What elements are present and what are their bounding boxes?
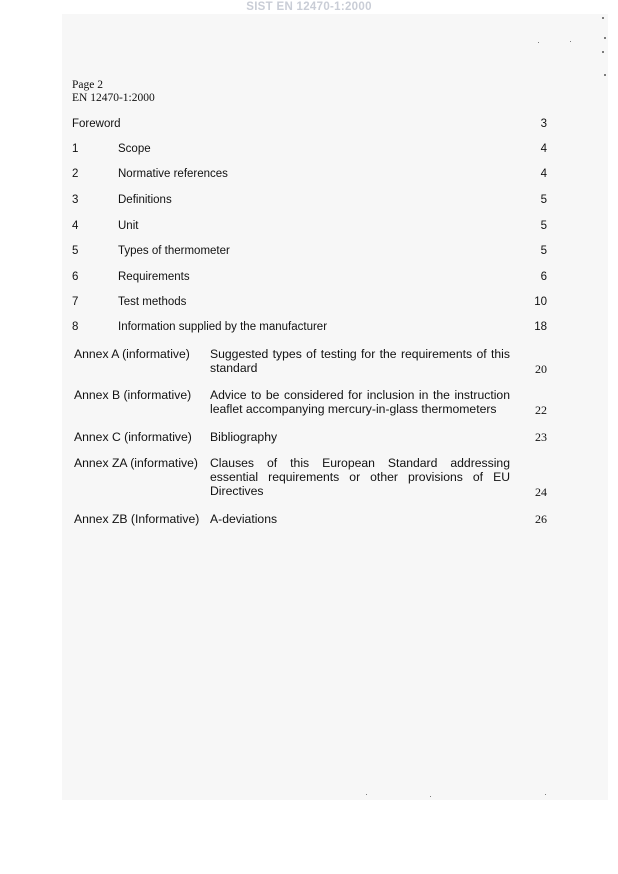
toc-entry-number: 3 <box>72 194 79 206</box>
toc-entry-title: Information supplied by the manufacturer <box>118 321 328 333</box>
annex-label: Annex B (informative) <box>74 388 192 402</box>
scan-speck <box>604 37 606 39</box>
toc-entry-page: 3 <box>540 118 547 130</box>
toc-entry-page: 4 <box>540 143 547 155</box>
annex-label: Annex A (informative) <box>74 347 190 361</box>
scan-speck <box>538 42 539 43</box>
toc-entry-page: 5 <box>540 245 547 257</box>
annex-page: 20 <box>535 362 547 376</box>
toc-entry-page: 18 <box>534 321 547 333</box>
scan-speck <box>602 51 604 53</box>
scan-speck <box>602 17 604 19</box>
annex-page: 22 <box>535 403 547 417</box>
toc-entry-number: 1 <box>72 143 79 155</box>
toc-entry-number: 5 <box>72 245 79 257</box>
toc-entry-number: 6 <box>72 271 79 283</box>
annex-page: 23 <box>535 430 547 444</box>
toc-entry-page: 5 <box>540 220 547 232</box>
toc-entry-title: Test methods <box>118 296 187 308</box>
annex-label: Annex ZB (Informative) <box>74 512 200 526</box>
annex-label: Annex ZA (informative) <box>74 456 198 470</box>
annex-title: Clauses of this European Standard addressing essential requirements or other provisions of EU Directives <box>210 456 510 498</box>
annex-title: A-deviations <box>210 512 278 526</box>
toc-entry-title: Unit <box>118 220 139 232</box>
page-number-label: Page 2 <box>72 79 103 91</box>
watermark: SIST EN 12470-1:2000 <box>246 1 372 13</box>
toc-entry-title: Requirements <box>118 271 190 283</box>
annex-page: 26 <box>535 512 547 526</box>
scan-speck <box>430 796 431 797</box>
toc-entry-page: 6 <box>540 271 547 283</box>
toc-entry-title: Foreword <box>72 118 121 130</box>
annex-page: 24 <box>535 485 547 499</box>
toc-entry-title: Scope <box>118 143 151 155</box>
toc-entry-title: Normative references <box>118 168 228 180</box>
annex-label: Annex C (informative) <box>74 430 192 444</box>
annex-title: Suggested types of testing for the requirements of this standard <box>210 347 510 375</box>
toc-entry-page: 4 <box>540 168 547 180</box>
toc-entry-number: 4 <box>72 220 79 232</box>
toc-entry-number: 2 <box>72 168 79 180</box>
scan-speck <box>545 794 546 795</box>
toc-entry-number: 8 <box>72 321 79 333</box>
scan-speck <box>604 74 606 76</box>
toc-entry-number: 7 <box>72 296 79 308</box>
annex-title: Advice to be considered for inclusion in the instruction leaflet accompanying mercury-in-glass thermometers <box>210 388 510 416</box>
standard-identifier: EN 12470-1:2000 <box>72 92 155 104</box>
scan-speck <box>366 794 367 795</box>
annex-title: Bibliography <box>210 430 278 444</box>
toc-entry-title: Definitions <box>118 194 172 206</box>
toc-entry-page: 10 <box>534 296 547 308</box>
toc-entry-page: 5 <box>540 194 547 206</box>
toc-entry-title: Types of thermometer <box>118 245 230 257</box>
scan-speck <box>570 41 571 42</box>
page-header <box>72 79 155 105</box>
